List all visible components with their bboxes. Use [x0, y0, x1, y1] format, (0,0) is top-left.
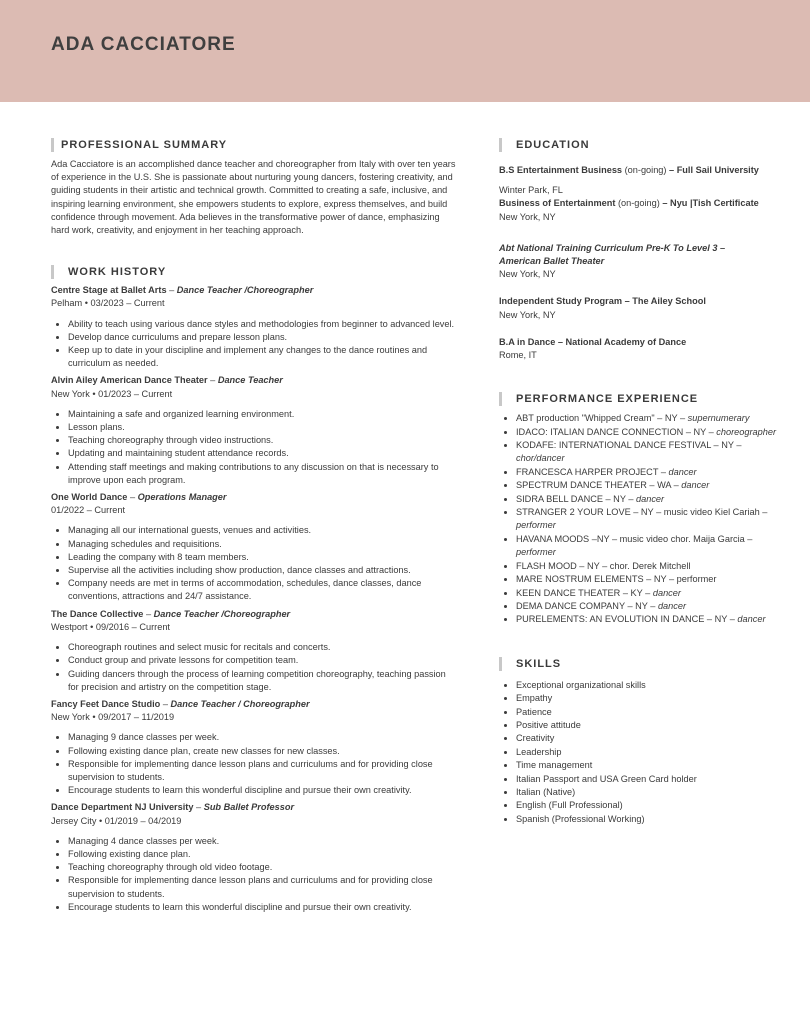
job-bullet: • Maintaining a safe and organized learning environment. [68, 408, 456, 421]
job-heading [51, 491, 456, 504]
job-bullet: • Guiding dancers through the process of learning competition choreography, teaching passion for precision and artistry on the competition stage. [68, 668, 456, 694]
performance-text: PURELEMENTS: AN EVOLUTION IN DANCE – NY – [516, 614, 738, 625]
job-bullet: • Ability to teach using various dance styles and methodologies from beginner to advanced level. [68, 318, 456, 331]
education-heading: Abt National Training Curriculum Pre-K To Level 3 – American Ballet Theater [499, 242, 726, 267]
job-entry [51, 374, 456, 487]
education-entry [499, 197, 779, 223]
job-bullet: • Company needs are met in terms of accommodation, schedules, dance classes, dance conventions, attractions and 24/7 assistance. [68, 577, 456, 603]
job-bullet: • Managing schedules and requisitions. [68, 538, 456, 551]
skill-item: • Empathy [516, 692, 779, 705]
performance-text: SPECTRUM DANCE THEATER – WA – [516, 480, 682, 491]
job-bullets [51, 835, 456, 914]
header-banner [0, 0, 810, 102]
job-bullets [51, 318, 456, 371]
skill-item: • English (Full Professional) [516, 799, 779, 812]
performance-text: FRANCESCA HARPER PROJECT – [516, 466, 669, 477]
job-company: Alvin Ailey American Dance Theater [51, 375, 208, 386]
job-role: Dance Teacher / Choreographer [170, 698, 310, 709]
left-column [51, 138, 456, 914]
job-heading [51, 698, 456, 711]
performance-role: dancer [636, 493, 665, 504]
performance-text: KODAFE: INTERNATIONAL DANCE FESTIVAL – NY – [516, 440, 742, 451]
education-location: New York, NY [499, 269, 556, 280]
education-location: Winter Park, FL [499, 185, 563, 196]
education-heading [499, 336, 779, 349]
performance-item [516, 426, 779, 439]
performance-item [516, 533, 779, 560]
job-heading [51, 284, 456, 297]
education-title-text: B.A in Dance – National Academy of Dance [499, 336, 687, 347]
job-bullet: • Attending staff meetings and making contributions to any discussion on that is necessary to improve upon each program. [68, 461, 456, 487]
performance-item [516, 506, 779, 533]
education-location: New York, NY [499, 309, 556, 320]
work-history-title: WORK HISTORY [51, 265, 456, 279]
job-bullet: • Responsible for implementing dance lesson plans and curriculums and for providing close supervision to students. [68, 874, 456, 900]
job-role: Dance Teacher /Choreographer [176, 285, 314, 296]
performance-text: MARE NOSTRUM ELEMENTS – NY – performer [516, 574, 717, 585]
performance-item [516, 587, 779, 600]
skill-item: • Positive attitude [516, 719, 779, 732]
job-role: Sub Ballet Professor [203, 802, 295, 813]
job-bullets [51, 731, 456, 797]
performance-role: choreographer [716, 426, 777, 437]
education-degree: Business of Entertainment [499, 198, 616, 209]
performance-text: HAVANA MOODS –NY – music video chor. Maija Garcia – [516, 533, 753, 544]
job-bullet: • Choreograph routines and select music for recitals and concerts. [68, 641, 456, 654]
performance-item [516, 560, 779, 573]
job-bullets [51, 641, 456, 694]
education-title-text: Independent Study Program – The Ailey School [499, 296, 706, 307]
performance-item [516, 613, 779, 626]
job-separator: – [160, 698, 171, 709]
job-separator: – [127, 492, 138, 503]
job-meta: Pelham • 03/2023 – Current [51, 298, 165, 309]
job-company: Dance Department NJ University [51, 802, 194, 813]
performance-role: performer [516, 520, 556, 531]
job-entry [51, 608, 456, 694]
job-company: The Dance Collective [51, 608, 144, 619]
skill-item: • Italian (Native) [516, 786, 779, 799]
job-meta: 01/2022 – Current [51, 505, 126, 516]
job-bullet: • Lesson plans. [68, 421, 456, 434]
job-role: Dance Teacher /Choreographer [153, 608, 291, 619]
job-company: Centre Stage at Ballet Arts [51, 285, 167, 296]
job-bullet: • Following existing dance plan, create new classes for new classes. [68, 745, 456, 758]
job-entry [51, 698, 456, 797]
job-company: One World Dance [51, 492, 128, 503]
job-heading [51, 608, 456, 621]
job-entry [51, 284, 456, 370]
job-bullet: • Managing 9 dance classes per week. [68, 731, 456, 744]
summary-text: Ada Cacciatore is an accomplished dance teacher and choreographer from Italy with over ten years of experience in the U.S. She is passionate about nurturing young dancers, fostering creativity, and guiding students in their artistic and technical growth. Committed to creating a safe, inclusive, and inspiring learning environment, she empowers students to explore, express themselves, and build confidence through movement. Ada believes in the transformative power of dance, emphasizing hard work, creativity, and enjoyment in her teaching approach. [51, 159, 456, 236]
job-meta: New York • 01/2023 – Current [51, 388, 173, 399]
education-entry [499, 164, 779, 177]
performance-text: KEEN DANCE THEATER – KY – [516, 587, 653, 598]
job-bullet: • Conduct group and private lessons for competition team. [68, 654, 456, 667]
job-bullet: • Encourage students to learn this wonderful discipline and pursue their own creativity. [68, 784, 456, 797]
job-bullet: • Supervise all the activities including show production, dance classes and attractions. [68, 564, 456, 577]
performance-text: IDACO: ITALIAN DANCE CONNECTION – NY – [516, 426, 717, 437]
performance-item [516, 439, 779, 466]
education-note: (on-going) [615, 198, 663, 209]
performance-role: dancer [652, 587, 681, 598]
job-bullet: • Leading the company with 8 team members. [68, 551, 456, 564]
job-bullets [51, 408, 456, 487]
education-entry [499, 242, 779, 282]
job-separator: – [207, 375, 218, 386]
job-role: Dance Teacher [217, 375, 283, 386]
job-entry [51, 491, 456, 604]
job-role: Operations Manager [137, 492, 227, 503]
job-bullet: • Encourage students to learn this wonderful discipline and pursue their own creativity. [68, 901, 456, 914]
performance-text: STRANGER 2 YOUR LOVE – NY – music video Kiel Cariah – [516, 507, 768, 518]
job-separator: – [193, 802, 204, 813]
education-degree: B.S Entertainment Business [499, 165, 623, 175]
education-school: – Nyu |Tish Certificate [662, 198, 759, 209]
right-column [499, 138, 779, 826]
job-meta: Jersey City • 01/2019 – 04/2019 [51, 815, 182, 826]
skill-item: • Spanish (Professional Working) [516, 813, 779, 826]
performance-item [516, 412, 779, 425]
job-separator: – [166, 285, 177, 296]
performance-role: dancer [668, 466, 697, 477]
job-meta: New York • 09/2017 – 11/2019 [51, 712, 175, 723]
job-bullet: • Teaching choreography through video instructions. [68, 434, 456, 447]
skills-title: SKILLS [499, 657, 779, 671]
performance-text: FLASH MOOD – NY – chor. Derek Mitchell [516, 560, 691, 571]
job-separator: – [143, 608, 154, 619]
performance-role: dancer [737, 614, 766, 625]
job-bullet: • Teaching choreography through old video footage. [68, 861, 456, 874]
job-bullet: • Managing 4 dance classes per week. [68, 835, 456, 848]
job-bullet: • Updating and maintaining student attendance records. [68, 447, 456, 460]
job-company: Fancy Feet Dance Studio [51, 698, 161, 709]
performance-role: performer [516, 547, 556, 558]
performance-title: PERFORMANCE EXPERIENCE [499, 392, 779, 406]
skill-item: • Exceptional organizational skills [516, 679, 779, 692]
job-bullet: • Managing all our international guests, venues and activities. [68, 524, 456, 537]
performance-item [516, 479, 779, 492]
job-entry [51, 801, 456, 914]
performance-item [516, 573, 779, 586]
education-note: (on-going) [622, 165, 670, 175]
summary-title: PROFESSIONAL SUMMARY [51, 138, 456, 152]
performance-item [516, 600, 779, 613]
job-bullet: • Following existing dance plan. [68, 848, 456, 861]
skill-item: • Time management [516, 759, 779, 772]
candidate-name: ADA CACCIATORE [51, 34, 236, 55]
job-heading [51, 801, 456, 814]
job-heading [51, 374, 456, 387]
performance-role: dancer [681, 480, 710, 491]
skill-item: • Patience [516, 706, 779, 719]
skills-list [499, 679, 779, 826]
performance-item [516, 493, 779, 506]
education-location: Rome, IT [499, 350, 537, 361]
performance-role: supernumerary [687, 413, 750, 424]
skill-item: • Creativity [516, 732, 779, 745]
education-heading [499, 197, 779, 210]
education-title: EDUCATION [499, 138, 779, 152]
education-school: – Full Sail University [669, 165, 759, 175]
skill-item: • Italian Passport and USA Green Card holder [516, 773, 779, 786]
job-bullets [51, 524, 456, 603]
performance-text: ABT production "Whipped Cream" – NY – [516, 413, 688, 424]
job-bullet: • Keep up to date in your discipline and implement any changes to the dance routines and curriculum as needed. [68, 344, 456, 370]
education-entry [499, 295, 779, 321]
performance-list [499, 412, 779, 627]
performance-item [516, 466, 779, 479]
education-heading [499, 164, 779, 177]
education-entry [499, 336, 779, 362]
job-bullet: • Develop dance curriculums and prepare lesson plans. [68, 331, 456, 344]
performance-role: chor/dancer [516, 453, 565, 464]
performance-role: dancer [657, 600, 687, 611]
education-heading [499, 295, 779, 308]
education-location: New York, NY [499, 211, 556, 222]
skill-item: • Leadership [516, 746, 779, 759]
job-bullet: • Responsible for implementing dance lesson plans and curriculums and for providing close supervision to students. [68, 758, 456, 784]
performance-text: DEMA DANCE COMPANY – NY – [516, 600, 658, 611]
job-meta: Westport • 09/2016 – Current [51, 621, 170, 632]
performance-text: SIDRA BELL DANCE – NY – [516, 493, 636, 504]
